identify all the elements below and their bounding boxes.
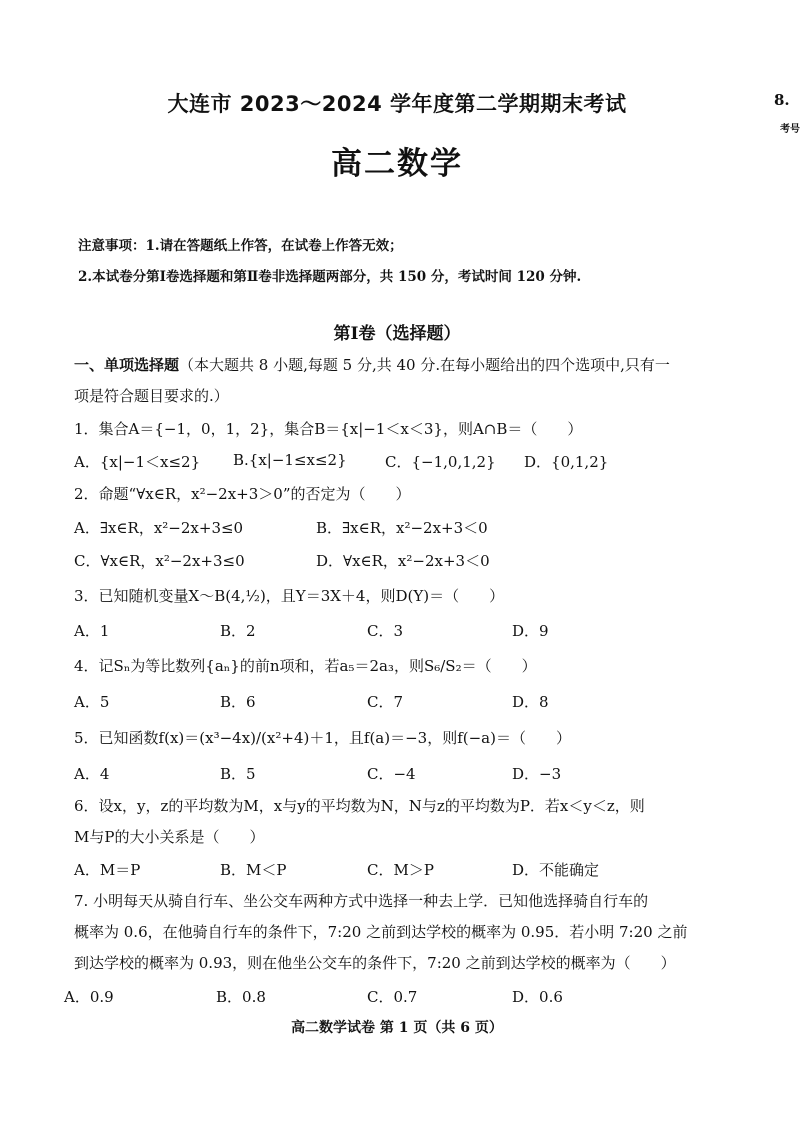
question-6-stem-line-1: 6．设x，y，z的平均数为M，x与y的平均数为N，N与z的平均数为P．若x＜y＜z，则 bbox=[74, 797, 645, 815]
question-5-option-b: B．5 bbox=[220, 765, 256, 783]
question-2-option-d: D．∀x∈R，x²−2x+3＜0 bbox=[316, 552, 490, 570]
question-4-option-a: A．5 bbox=[74, 693, 110, 711]
subject-title: 高二数学 bbox=[331, 146, 463, 182]
edge-fragment-bottom: 考号 bbox=[780, 124, 800, 135]
question-3-stem: 3．已知随机变量X～B(4,½)，且Y＝3X＋4，则D(Y)＝（ ） bbox=[74, 587, 505, 605]
question-5-option-d: D．−3 bbox=[512, 765, 562, 783]
question-1-option-b: B.{x|−1≤x≤2} bbox=[233, 451, 347, 469]
instruction-head: 一、单项选择题 bbox=[74, 356, 180, 374]
question-3-option-c: C．3 bbox=[367, 622, 404, 640]
question-3-option-b: B．2 bbox=[220, 622, 256, 640]
notice-line-2: 2.本试卷分第Ⅰ卷选择题和第Ⅱ卷非选择题两部分，共 150 分，考试时间 120 分钟. bbox=[78, 269, 582, 285]
question-7-option-b: B．0.8 bbox=[216, 988, 266, 1006]
question-3-option-d: D．9 bbox=[512, 622, 549, 640]
instruction-text: （本大题共 8 小题,每题 5 分,共 40 分.在每小题给出的四个选项中,只有一 bbox=[179, 356, 670, 374]
question-6-option-d: D．不能确定 bbox=[512, 861, 600, 879]
question-3-option-a: A．1 bbox=[74, 622, 110, 640]
question-1-option-a: A．{x|−1＜x≤2} bbox=[74, 453, 201, 471]
question-4-option-b: B．6 bbox=[220, 693, 256, 711]
question-7-stem-line-1: 7. 小明每天从骑自行车、坐公交车两种方式中选择一种去上学．已知他选择骑自行车的 bbox=[74, 892, 649, 910]
exam-title: 大连市 2023～2024 学年度第二学期期末考试 bbox=[167, 92, 627, 116]
instruction-line-1 bbox=[74, 354, 670, 375]
question-2-option-c: C．∀x∈R，x²−2x+3≤0 bbox=[74, 552, 245, 570]
question-5-stem: 5．已知函数f(x)＝(x³−4x)/(x²+4)＋1，且f(a)＝−3，则f(−a)＝（ ） bbox=[74, 729, 571, 747]
question-2-option-b: B．∃x∈R，x²−2x+3＜0 bbox=[316, 519, 488, 537]
page-footer: 高二数学试卷 第 1 页（共 6 页） bbox=[291, 1020, 503, 1036]
section-title: 第Ⅰ卷（选择题） bbox=[333, 324, 461, 344]
question-7-stem-line-3: 到达学校的概率为 0.93，则在他坐公交车的条件下，7:20 之前到达学校的概率为（ ） bbox=[74, 954, 676, 972]
question-1-stem: 1．集合A＝{−1，0，1，2}，集合B＝{x|−1＜x＜3}，则A∩B＝（ ） bbox=[74, 420, 583, 438]
question-2-stem: 2．命题“∀x∈R，x²−2x+3＞0”的否定为（ ） bbox=[74, 485, 411, 503]
question-5-option-c: C．−4 bbox=[367, 765, 416, 783]
question-4-option-c: C．7 bbox=[367, 693, 404, 711]
notice-line-1: 注意事项：1.请在答题纸上作答，在试卷上作答无效； bbox=[78, 238, 403, 254]
question-6-option-c: C．M＞P bbox=[367, 861, 434, 879]
question-2-option-a: A．∃x∈R，x²−2x+3≤0 bbox=[74, 519, 244, 537]
question-7-option-a: A．0.9 bbox=[64, 988, 114, 1006]
question-6-option-a: A．M＝P bbox=[74, 861, 141, 879]
question-4-stem: 4．记Sₙ为等比数列{aₙ}的前n项和，若a₅＝2a₃，则S₆/S₂＝（ ） bbox=[74, 657, 537, 675]
question-5-option-a: A．4 bbox=[74, 765, 110, 783]
instruction-line-2: 项是符合题目要求的.） bbox=[74, 387, 229, 405]
question-7-option-d: D．0.6 bbox=[512, 988, 563, 1006]
question-6-stem-line-2: M与P的大小关系是（ ） bbox=[74, 828, 265, 846]
edge-fragment-top: 8. bbox=[774, 91, 790, 109]
question-6-option-b: B．M＜P bbox=[220, 861, 287, 879]
question-4-option-d: D．8 bbox=[512, 693, 549, 711]
question-7-option-c: C．0.7 bbox=[367, 988, 418, 1006]
question-1-option-d: D．{0,1,2} bbox=[524, 453, 609, 471]
question-7-stem-line-2: 概率为 0.6，在他骑自行车的条件下，7:20 之前到达学校的概率为 0.95．若小明 7:20 之前 bbox=[74, 923, 688, 941]
question-1-option-c: C．{−1,0,1,2} bbox=[385, 453, 496, 471]
